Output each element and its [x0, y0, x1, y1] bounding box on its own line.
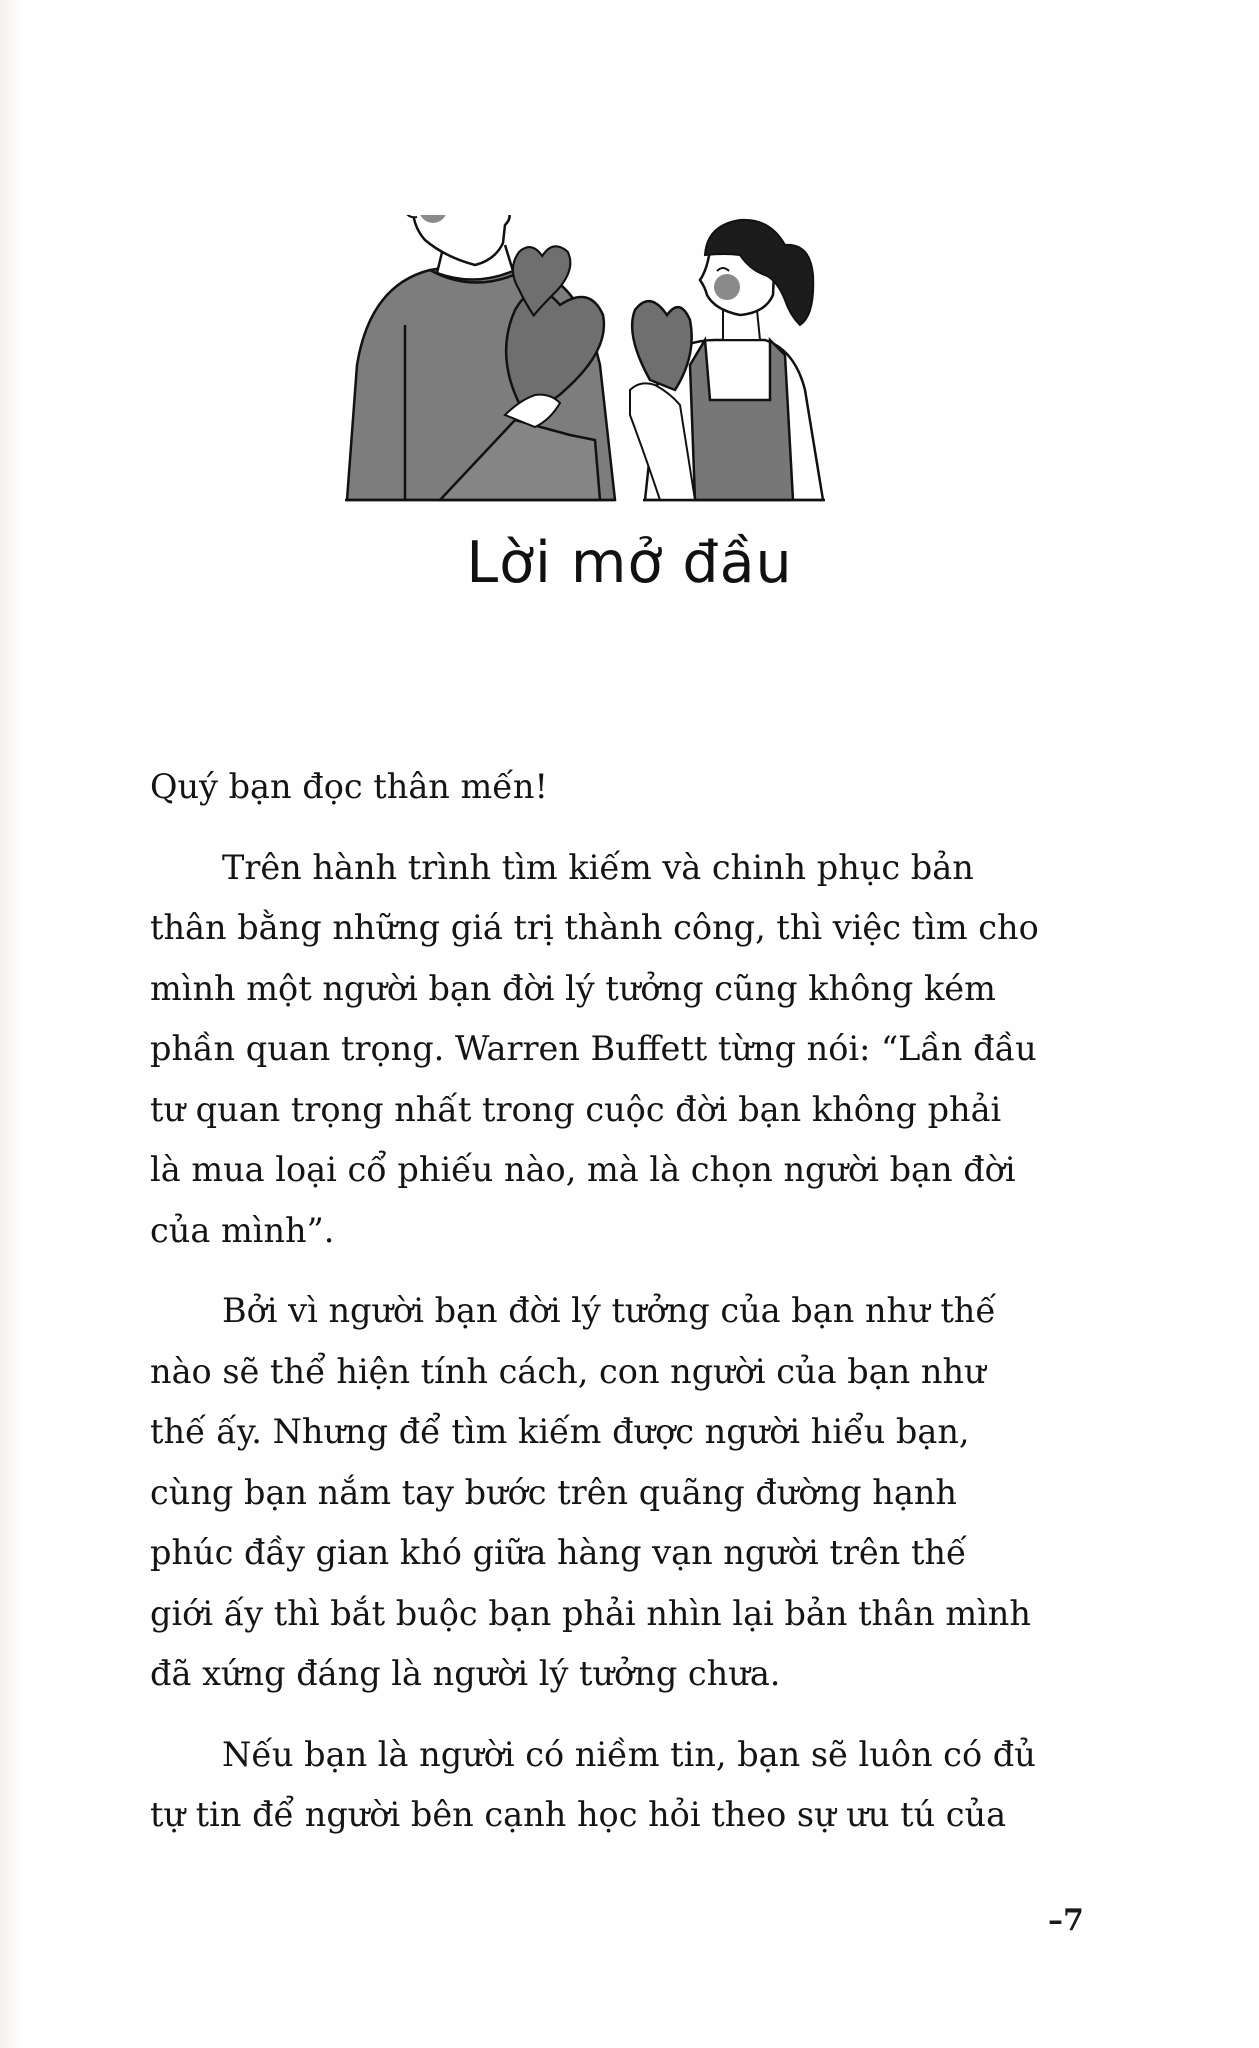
text-line: cùng bạn nắm tay bước trên quãng đường hạnh: [150, 1472, 957, 1512]
couple-hearts-illustration: [345, 215, 885, 505]
page-number: –7: [1048, 1903, 1084, 1938]
page-edge-shadow: [0, 0, 22, 2048]
text-line: tự tin để người bên cạnh học hỏi theo sự ưu tú của: [150, 1795, 1007, 1834]
text-line: Bởi vì người bạn đời lý tưởng của bạn như thế: [222, 1291, 996, 1330]
text-line: tư quan trọng nhất trong cuộc đời bạn không phải: [150, 1089, 1002, 1129]
text-line: Trên hành trình tìm kiếm và chinh phục bản: [222, 847, 974, 887]
paragraph-2: [150, 1281, 1085, 1705]
text-line: mình một người bạn đời lý tưởng cũng không kém: [150, 968, 996, 1008]
chapter-title: Lời mở đầu: [466, 530, 793, 596]
text-line: phần quan trọng. Warren Buffett từng nói: “Lần đầu: [150, 1029, 1037, 1068]
text-line: thân bằng những giá trị thành công, thì việc tìm cho: [150, 908, 1039, 947]
paragraph-1: [150, 838, 1085, 1262]
text-line: Nếu bạn là người có niềm tin, bạn sẽ luôn có đủ: [222, 1734, 1036, 1774]
text-line: phúc đầy gian khó giữa hàng vạn người trên thế: [150, 1533, 967, 1572]
paragraph-3: [150, 1725, 1085, 1846]
text-line: thế ấy. Nhưng để tìm kiếm được người hiểu bạn,: [150, 1412, 970, 1451]
text-line: đã xứng đáng là người lý tưởng chưa.: [150, 1654, 781, 1693]
text-line: giới ấy thì bắt buộc bạn phải nhìn lại bản thân mình: [150, 1593, 1031, 1633]
body-text: [150, 757, 1085, 1866]
text-line: nào sẽ thể hiện tính cách, con người của bạn như: [150, 1351, 986, 1391]
salutation: Quý bạn đọc thân mến!: [150, 767, 548, 806]
text-line: của mình”.: [150, 1210, 335, 1250]
text-line: là mua loại cổ phiếu nào, mà là chọn người bạn đời: [150, 1150, 1016, 1189]
woman-heart: [632, 301, 692, 390]
